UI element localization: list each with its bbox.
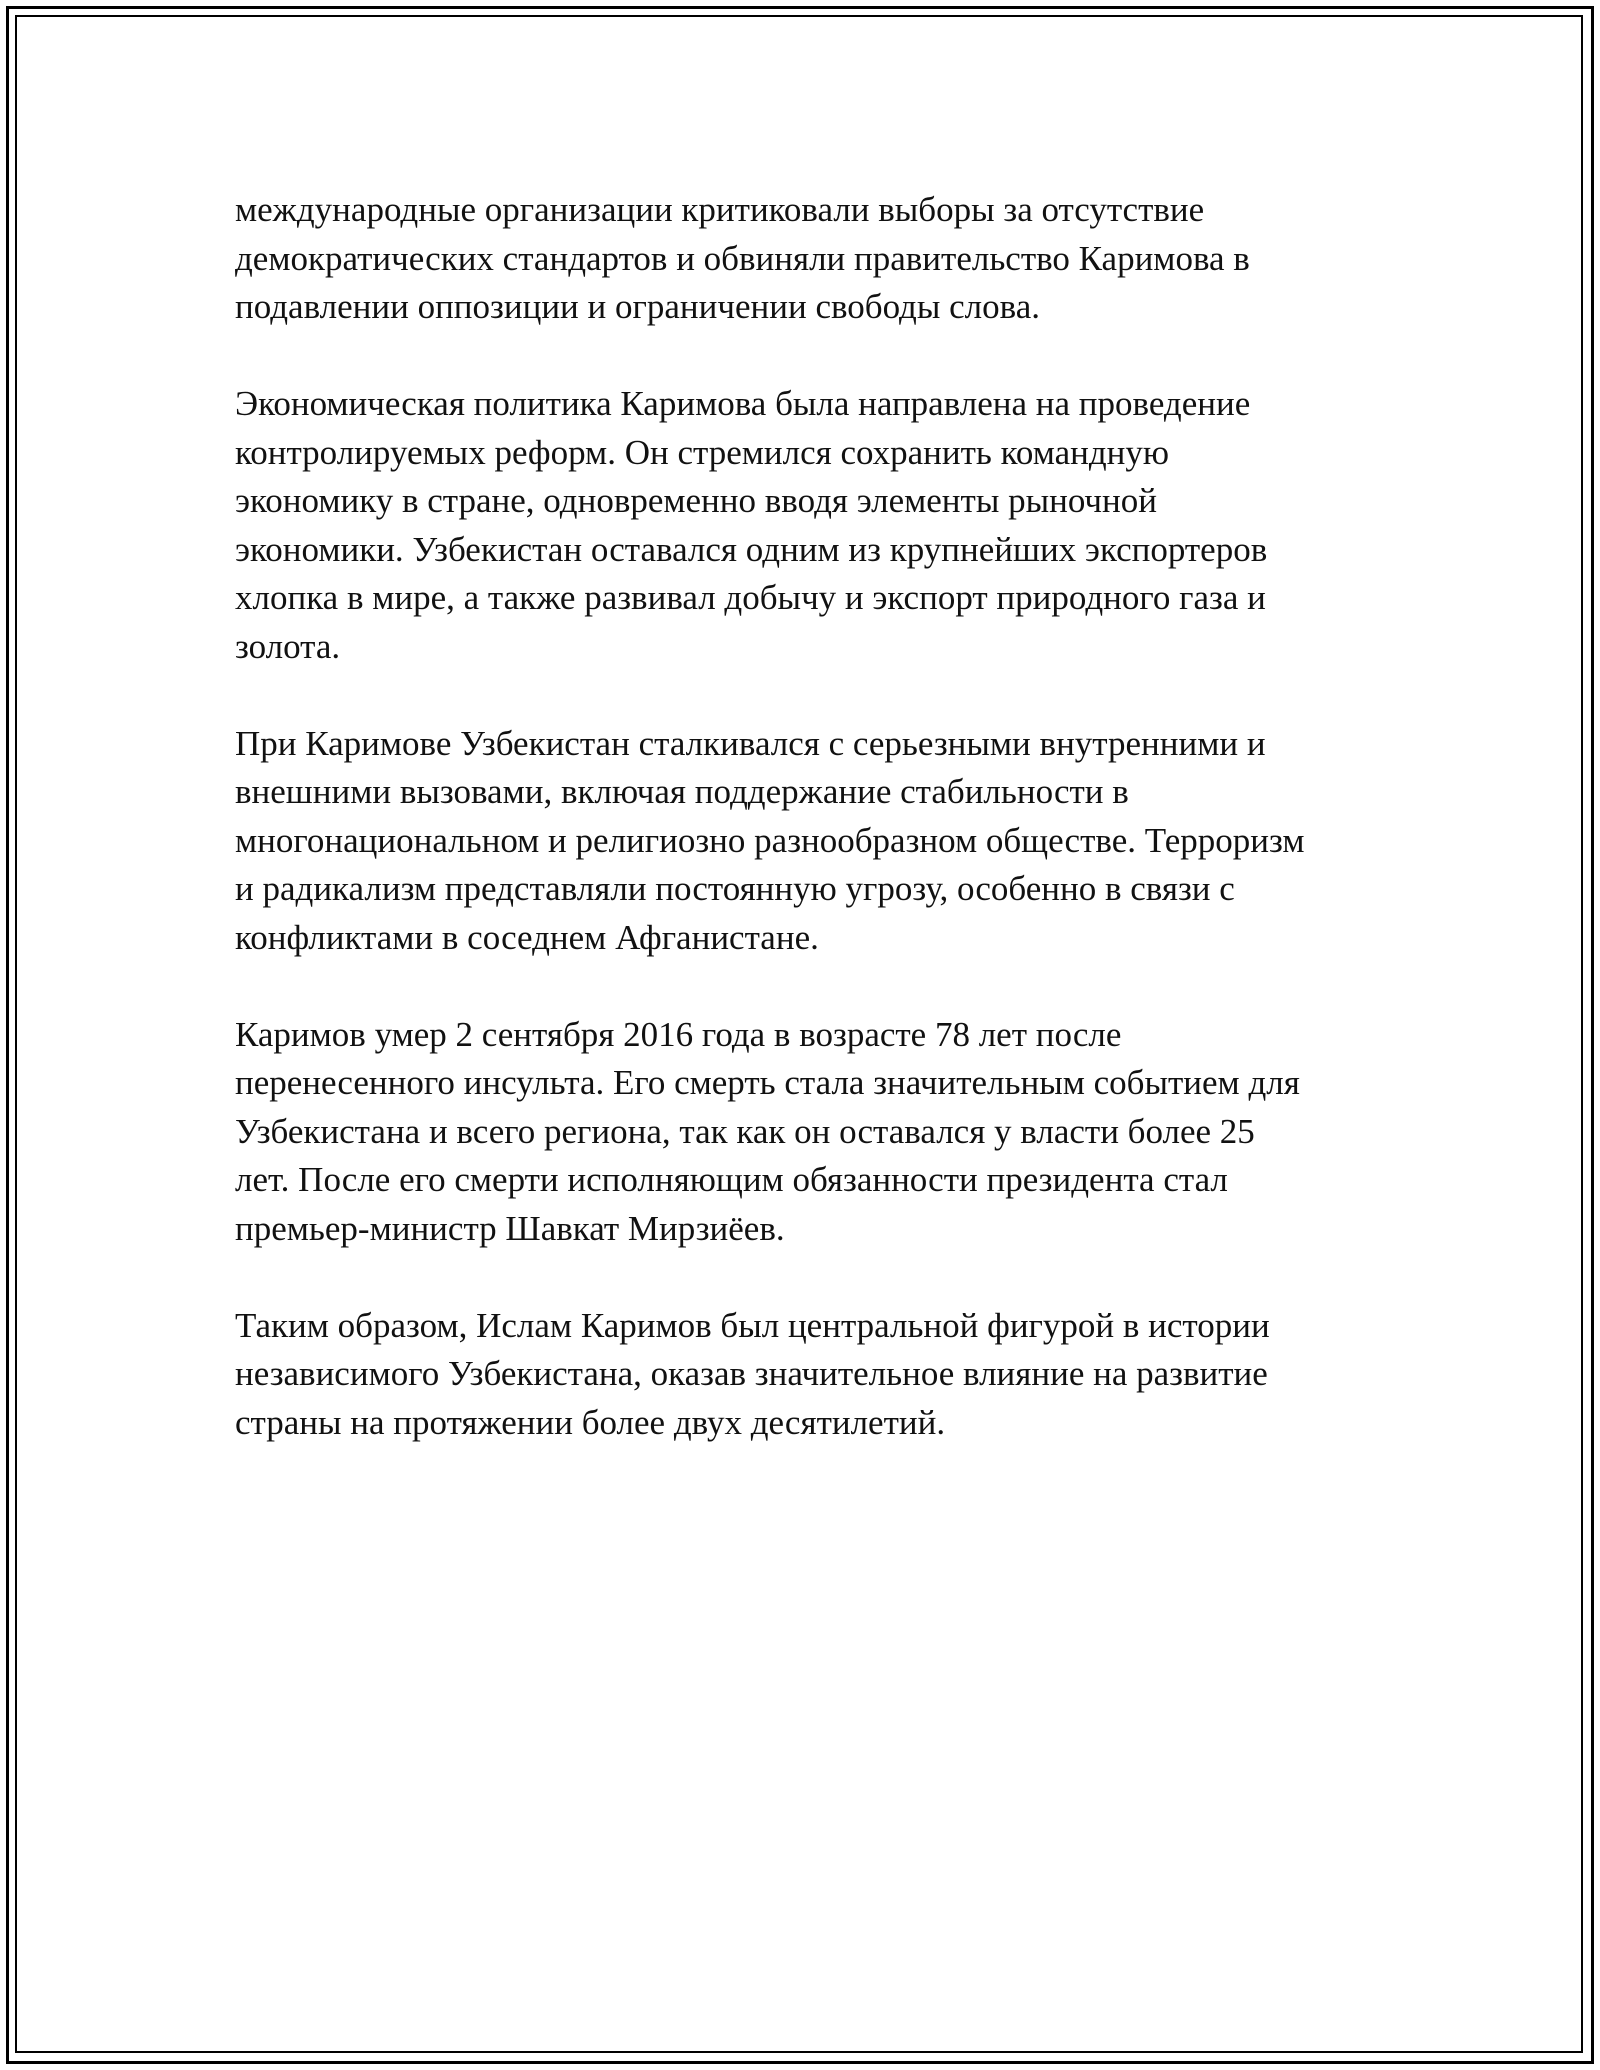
text-line: хлопка в мире, а также развивал добычу и экспорт природного газа и xyxy=(235,578,1266,617)
paragraph xyxy=(235,720,1365,963)
text-line: подавлении оппозиции и ограничении свободы слова. xyxy=(235,287,1040,326)
document-body xyxy=(235,186,1365,1496)
text-line: многонациональном и религиозно разнообразном обществе. Терроризм xyxy=(235,820,1305,860)
text-line: независимого Узбекистана, оказав значительное влияние на развитие xyxy=(235,1354,1268,1393)
text-line: Экономическая политика Каримова была направлена на проведение xyxy=(235,384,1251,423)
text-line: премьер-министр Шавкат Мирзиёев. xyxy=(235,1208,785,1248)
text-line: Каримов умер 2 сентября 2016 года в возрасте 78 лет после xyxy=(235,1014,1122,1054)
text-line: экономики. Узбекистан оставался одним из крупнейших экспортеров xyxy=(235,529,1268,569)
text-line: перенесенного инсульта. Его смерть стала значительным событием для xyxy=(235,1063,1300,1102)
paragraph xyxy=(235,380,1365,671)
text-line: При Каримове Узбекистан сталкивался с серьезными внутренними и xyxy=(235,723,1266,763)
paragraph xyxy=(235,186,1365,332)
text-line: золота. xyxy=(235,626,341,666)
text-line: лет. После его смерти исполняющим обязанности президента стал xyxy=(235,1160,1228,1199)
text-line: и радикализм представляли постоянную угрозу, особенно в связи с xyxy=(235,869,1235,908)
text-line: Узбекистана и всего региона, так как он оставался у власти более 25 xyxy=(235,1111,1255,1151)
text-line: контролируемых реформ. Он стремился сохранить командную xyxy=(235,432,1170,472)
paragraph xyxy=(235,1011,1365,1254)
text-line: Таким образом, Ислам Каримов был центральной фигурой в истории xyxy=(235,1305,1270,1345)
text-line: страны на протяжении более двух десятилетий. xyxy=(235,1402,946,1442)
text-line: экономику в стране, одновременно вводя элементы рыночной xyxy=(235,481,1157,520)
text-line: внешними вызовами, включая поддержание стабильности в xyxy=(235,772,1129,811)
text-line: демократических стандартов и обвиняли правительство Каримова в xyxy=(235,238,1250,278)
paragraph xyxy=(235,1302,1365,1448)
text-line: международные организации критиковали выборы за отсутствие xyxy=(235,190,1205,229)
text-line: конфликтами в соседнем Афганистане. xyxy=(235,917,819,957)
